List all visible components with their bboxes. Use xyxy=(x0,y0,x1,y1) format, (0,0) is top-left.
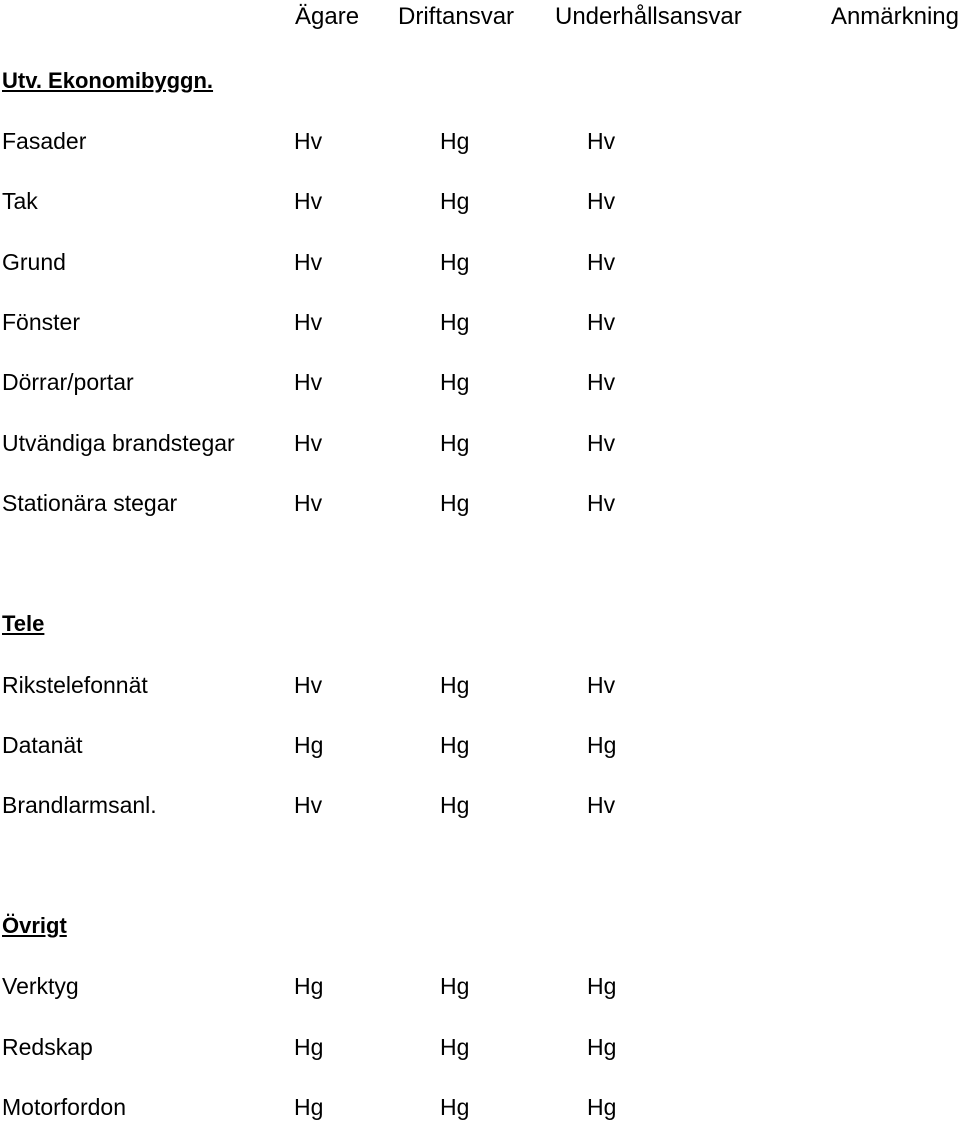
row-operation: Hg xyxy=(440,973,470,999)
column-header-maintenance: Underhållsansvar xyxy=(555,3,742,30)
row-name: Utvändiga brandstegar xyxy=(2,430,235,456)
row-operation: Hg xyxy=(440,1034,470,1060)
row-maintenance: Hg xyxy=(587,732,617,758)
row-operation: Hg xyxy=(440,732,470,758)
row-name: Rikstelefonnät xyxy=(2,672,148,698)
table-row xyxy=(0,670,960,700)
row-owner: Hg xyxy=(294,973,324,999)
section-title-tele: Tele xyxy=(2,611,45,636)
table-row xyxy=(0,186,960,216)
table-row xyxy=(0,1092,960,1122)
column-header-owner: Ägare xyxy=(295,3,360,30)
row-name: Brandlarmsanl. xyxy=(2,792,157,818)
row-operation: Hg xyxy=(440,128,470,154)
table-row xyxy=(0,367,960,397)
row-maintenance: Hv xyxy=(587,792,616,818)
row-owner: Hv xyxy=(294,188,323,214)
row-maintenance: Hg xyxy=(587,973,617,999)
section-title-ovrigt: Övrigt xyxy=(2,913,67,938)
row-operation: Hg xyxy=(440,430,470,456)
row-name: Fasader xyxy=(2,128,87,154)
row-name: Datanät xyxy=(2,732,83,758)
row-owner: Hg xyxy=(294,1094,324,1120)
row-operation: Hg xyxy=(440,309,470,335)
column-header-remark: Anmärkning xyxy=(830,3,959,30)
row-operation: Hg xyxy=(440,792,470,818)
row-name: Stationära stegar xyxy=(2,490,178,516)
row-owner: Hg xyxy=(294,1034,324,1060)
section-title-ekonomibyggnader: Utv. Ekonomibyggn. xyxy=(2,68,214,93)
row-owner: Hv xyxy=(294,369,323,395)
row-owner: Hg xyxy=(294,732,324,758)
row-owner: Hv xyxy=(294,249,323,275)
row-name: Verktyg xyxy=(2,973,79,999)
table-row xyxy=(0,790,960,820)
row-maintenance: Hv xyxy=(587,369,616,395)
table-row xyxy=(0,247,960,277)
row-maintenance: Hv xyxy=(587,128,616,154)
row-name: Grund xyxy=(2,249,66,275)
table-row xyxy=(0,307,960,337)
row-maintenance: Hv xyxy=(587,490,616,516)
row-maintenance: Hv xyxy=(587,249,616,275)
row-owner: Hv xyxy=(294,672,323,698)
row-maintenance: Hv xyxy=(587,672,616,698)
row-name: Fönster xyxy=(2,309,80,335)
row-operation: Hg xyxy=(440,672,470,698)
table-row xyxy=(0,1032,960,1062)
row-maintenance: Hv xyxy=(587,309,616,335)
row-owner: Hv xyxy=(294,792,323,818)
row-name: Dörrar/portar xyxy=(2,369,134,395)
row-operation: Hg xyxy=(440,1094,470,1120)
row-owner: Hv xyxy=(294,430,323,456)
table-row xyxy=(0,730,960,760)
row-owner: Hv xyxy=(294,309,323,335)
column-header-row xyxy=(0,0,960,34)
row-name: Tak xyxy=(2,188,38,214)
row-operation: Hg xyxy=(440,188,470,214)
row-maintenance: Hg xyxy=(587,1094,617,1120)
row-owner: Hv xyxy=(294,128,323,154)
row-owner: Hv xyxy=(294,490,323,516)
table-row xyxy=(0,126,960,156)
row-name: Redskap xyxy=(2,1034,93,1060)
row-name: Motorfordon xyxy=(2,1094,127,1120)
row-maintenance: Hv xyxy=(587,430,616,456)
table-row xyxy=(0,488,960,518)
row-operation: Hg xyxy=(440,369,470,395)
row-maintenance: Hv xyxy=(587,188,616,214)
row-operation: Hg xyxy=(440,490,470,516)
table-row xyxy=(0,971,960,1001)
table-row xyxy=(0,428,960,458)
row-maintenance: Hg xyxy=(587,1034,617,1060)
column-header-operation: Driftansvar xyxy=(398,3,515,30)
row-operation: Hg xyxy=(440,249,470,275)
